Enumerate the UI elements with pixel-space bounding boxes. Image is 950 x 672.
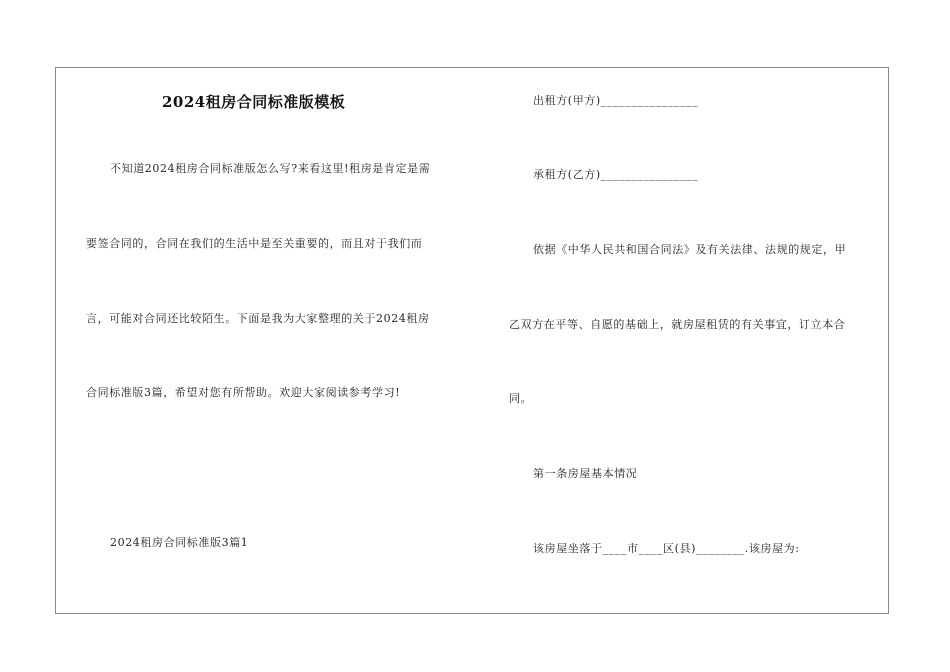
preamble-line-3: 同。 xyxy=(509,392,533,405)
intro-line-3: 言，可能对合同还比较陌生。下面是我为大家整理的关于2024租房 xyxy=(86,312,430,325)
location-line: 该房屋坐落于____市____区(县)________.该房屋为: xyxy=(533,542,800,555)
section-heading: 2024租房合同标准版3篇1 xyxy=(110,536,249,549)
document-page xyxy=(55,67,889,614)
preamble-line-1: 依据《中华人民共和国合同法》及有关法律、法规的规定，甲 xyxy=(533,243,847,256)
intro-line-1: 不知道2024租房合同标准版怎么写?来看这里!租房是肯定是需 xyxy=(110,162,431,175)
article-one-heading: 第一条房屋基本情况 xyxy=(533,467,638,480)
lessor-line: 出租方(甲方)________________ xyxy=(533,94,699,107)
intro-line-4: 合同标准版3篇，希望对您有所帮助。欢迎大家阅读参考学习! xyxy=(86,386,401,399)
intro-line-2: 要签合同的，合同在我们的生活中是至关重要的，而且对于我们而 xyxy=(86,237,423,250)
document-title: 2024租房合同标准版模板 xyxy=(162,93,346,111)
preamble-line-2: 乙双方在平等、自愿的基础上，就房屋租赁的有关事宜，订立本合 xyxy=(509,318,846,331)
lessee-line: 承租方(乙方)________________ xyxy=(533,168,699,181)
